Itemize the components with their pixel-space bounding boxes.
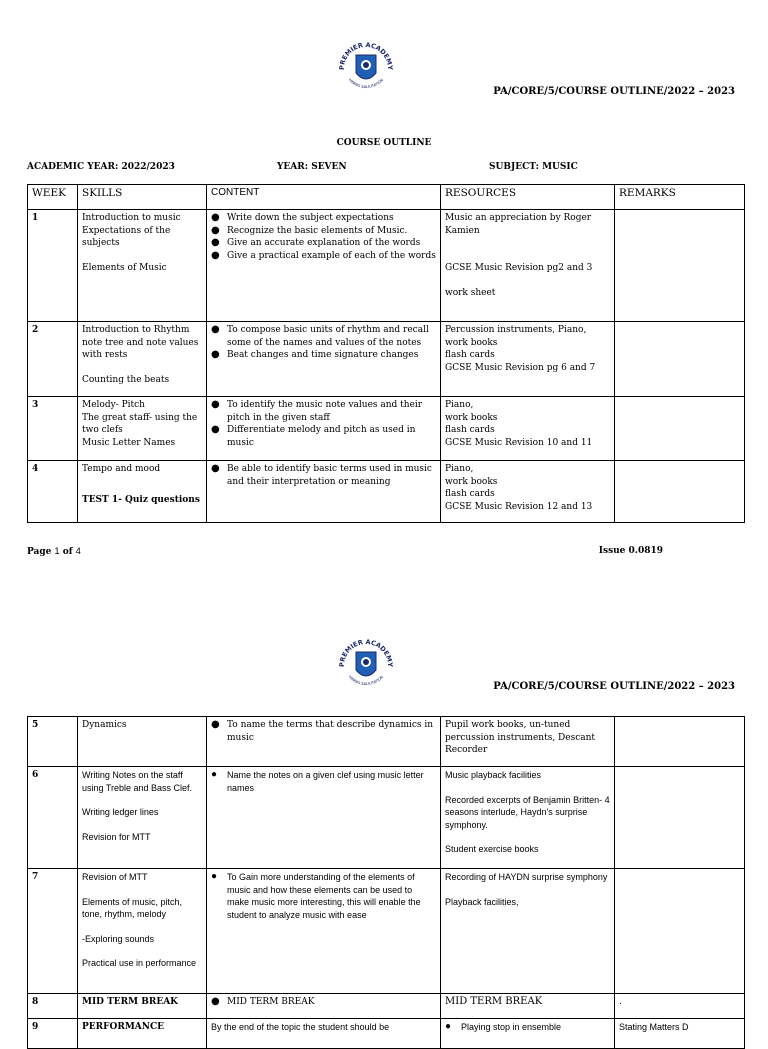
skills-cell bbox=[78, 767, 207, 869]
remarks-cell bbox=[615, 461, 745, 523]
skill-text: Tempo and mood bbox=[82, 464, 161, 474]
week-number: 2 bbox=[28, 322, 78, 397]
week-number: 4 bbox=[28, 461, 78, 523]
resource-text: Playback facilities, bbox=[445, 896, 519, 907]
week-number: 3 bbox=[28, 397, 78, 461]
page-total: 4 bbox=[75, 546, 81, 556]
resource-text: Music an appreciation by Roger Kamien bbox=[445, 213, 592, 236]
content-item: ● Give an accurate explanation of the words bbox=[227, 237, 436, 250]
table-row bbox=[28, 994, 745, 1019]
skills-cell bbox=[78, 210, 207, 322]
remarks-cell bbox=[615, 397, 745, 461]
week-number: 7 bbox=[28, 869, 78, 994]
skill-text: TEST 1- Quiz questions bbox=[82, 494, 200, 505]
remarks-header: REMARKS bbox=[615, 185, 745, 210]
content-cell bbox=[207, 461, 441, 523]
skill-text: Writing Notes on the staff using Treble and Bass Clef. bbox=[82, 770, 193, 793]
table-row bbox=[28, 869, 745, 994]
content-item: ● To Gain more understanding of the elements of music and how these elements can be used to make music more interesting, this will enable the student to analyze music with ease bbox=[227, 871, 436, 921]
resource-text: Recorded excerpts of Benjamin Britten- 4 seasons interlude, Haydn's surprise symphony. bbox=[445, 794, 610, 830]
skills-cell bbox=[78, 322, 207, 397]
resource-text: work books bbox=[445, 476, 498, 487]
content-header: CONTENT bbox=[207, 185, 441, 210]
document-reference: PA/CORE/5/COURSE OUTLINE/2022 – 2023 bbox=[493, 86, 735, 97]
resources-cell bbox=[441, 210, 615, 322]
remarks-cell: . bbox=[615, 994, 745, 1019]
content-item: ● Write down the subject expectations bbox=[227, 212, 436, 225]
skill-text: Introduction to music bbox=[82, 213, 181, 223]
skill-text: Revision of MTT bbox=[82, 872, 148, 882]
table-row bbox=[28, 767, 745, 869]
content-item: ● Be able to identify basic terms used in music and their interpretation or meaning bbox=[227, 463, 436, 488]
content-item: ● Recognize the basic elements of Music. bbox=[227, 225, 436, 238]
content-cell bbox=[207, 767, 441, 869]
week-number: 8 bbox=[28, 994, 78, 1019]
resource-text: flash cards bbox=[445, 489, 495, 499]
resource-text: MID TERM BREAK bbox=[445, 996, 543, 1007]
svg-text:PREMIER ACADEMY: PREMIER ACADEMY bbox=[337, 40, 395, 71]
skill-text: PERFORMANCE bbox=[82, 1022, 165, 1032]
content-item: ● Give a practical example of each of the words bbox=[227, 250, 436, 263]
skill-text: Introduction to Rhythm note tree and note values with rests bbox=[82, 325, 199, 360]
resources-cell bbox=[441, 869, 615, 994]
resources-cell bbox=[441, 397, 615, 461]
content-item: ● Differentiate melody and pitch as used in music bbox=[227, 424, 436, 449]
table-row bbox=[28, 717, 745, 767]
page-title: COURSE OUTLINE bbox=[336, 138, 432, 148]
content-cell bbox=[207, 994, 441, 1019]
svg-text:SHINING SALIUTATIONS: HINING SALIUTATION bbox=[347, 674, 385, 687]
resources-header: RESOURCES bbox=[441, 185, 615, 210]
skills-cell bbox=[78, 994, 207, 1019]
skills-header: SKILLS bbox=[78, 185, 207, 210]
content-item: ● Beat changes and time signature changes bbox=[227, 349, 436, 362]
skill-text: Expectations of the subjects bbox=[82, 225, 171, 248]
resources-cell bbox=[441, 461, 615, 523]
content-item: ● MID TERM BREAK bbox=[227, 996, 436, 1009]
content-item: ● Name the notes on a given clef using music letter names bbox=[227, 769, 436, 794]
issue-number: Issue 0.0819 bbox=[598, 546, 663, 556]
school-logo bbox=[336, 632, 396, 692]
content-item: By the end of the topic the student should be bbox=[211, 1022, 390, 1032]
week-number: 9 bbox=[28, 1019, 78, 1049]
year-label: YEAR: SEVEN bbox=[277, 162, 347, 172]
week-number: 6 bbox=[28, 767, 78, 869]
resource-text: Recording of HAYDN surprise symphony bbox=[445, 872, 608, 882]
skills-cell bbox=[78, 869, 207, 994]
skill-text: Elements of music, pitch, tone, rhythm, melody bbox=[82, 896, 183, 919]
resources-cell bbox=[441, 322, 615, 397]
resource-text: Piano, bbox=[445, 464, 474, 474]
subject-label: SUBJECT: MUSIC bbox=[489, 162, 578, 172]
week-number: 1 bbox=[28, 210, 78, 322]
resources-cell bbox=[441, 717, 615, 767]
content-cell bbox=[207, 210, 441, 322]
academic-year: ACADEMIC YEAR: 2022/2023 bbox=[27, 162, 175, 172]
content-cell bbox=[207, 322, 441, 397]
skill-text: Elements of Music bbox=[82, 262, 167, 273]
skills-cell bbox=[78, 717, 207, 767]
remarks-cell bbox=[615, 322, 745, 397]
page-number bbox=[27, 546, 81, 557]
resource-text: flash cards bbox=[445, 425, 495, 435]
page-label: Page bbox=[27, 547, 52, 557]
content-cell bbox=[207, 1019, 441, 1049]
table-row bbox=[28, 461, 745, 523]
skill-text: MID TERM BREAK bbox=[82, 997, 178, 1007]
content-item: ● To name the terms that describe dynamics in music bbox=[227, 719, 436, 744]
resource-text: flash cards bbox=[445, 350, 495, 360]
resource-text: work books bbox=[445, 412, 498, 423]
skill-text: Dynamics bbox=[82, 720, 127, 730]
content-item: ● To identify the music note values and their pitch in the given staff bbox=[227, 399, 436, 424]
course-outline-table-continued bbox=[27, 716, 745, 1049]
table-row bbox=[28, 1019, 745, 1049]
skill-text: Practical use in performance bbox=[82, 958, 197, 968]
resources-cell bbox=[441, 994, 615, 1019]
skill-text: Melody- Pitch bbox=[82, 400, 145, 410]
remarks-cell bbox=[615, 767, 745, 869]
table-row bbox=[28, 210, 745, 322]
resource-text: GCSE Music Revision 12 and 13 bbox=[445, 501, 593, 512]
table-row bbox=[28, 322, 745, 397]
resources-cell bbox=[441, 1019, 615, 1049]
resource-text: GCSE Music Revision pg2 and 3 bbox=[445, 263, 593, 273]
resource-text: Percussion instruments, Piano, work books bbox=[445, 325, 587, 348]
week-number: 5 bbox=[28, 717, 78, 767]
resource-text: Music playback facilities bbox=[445, 770, 542, 780]
resources-cell bbox=[441, 767, 615, 869]
week-header: WEEK bbox=[28, 185, 78, 210]
resource-text: GCSE Music Revision pg 6 and 7 bbox=[445, 362, 596, 373]
resource-text: Student exercise books bbox=[445, 844, 539, 854]
skill-text: -Exploring sounds bbox=[82, 933, 155, 944]
skills-cell bbox=[78, 461, 207, 523]
skills-cell bbox=[78, 397, 207, 461]
skill-text: Revision for MTT bbox=[82, 831, 151, 842]
skill-text: Music Letter Names bbox=[82, 437, 176, 448]
content-cell bbox=[207, 869, 441, 994]
document-reference: PA/CORE/5/COURSE OUTLINE/2022 – 2023 bbox=[493, 681, 735, 692]
content-cell bbox=[207, 717, 441, 767]
remarks-cell: Stating Matters D bbox=[615, 1019, 745, 1049]
resource-text: GCSE Music Revision 10 and 11 bbox=[445, 437, 593, 448]
skill-text: Writing ledger lines bbox=[82, 807, 159, 817]
resource-text: work sheet bbox=[445, 287, 496, 298]
resource-text: ● Playing stop in ensemble bbox=[461, 1021, 610, 1034]
table-header-row bbox=[28, 185, 745, 210]
remarks-cell bbox=[615, 717, 745, 767]
skill-text: Counting the beats bbox=[82, 374, 170, 385]
skills-cell bbox=[78, 1019, 207, 1049]
skill-text: The great staff- using the two clefs bbox=[82, 412, 198, 435]
resource-text: Piano, bbox=[445, 400, 474, 410]
content-item: ● To compose basic units of rhythm and recall some of the names and values of the notes bbox=[227, 324, 436, 349]
svg-text:SHINING SALIUTATIONS: HINING SALIUTATION bbox=[347, 77, 385, 90]
course-outline-table bbox=[27, 184, 745, 523]
svg-text:PREMIER ACADEMY: PREMIER ACADEMY bbox=[337, 637, 395, 668]
remarks-cell bbox=[615, 869, 745, 994]
table-row bbox=[28, 397, 745, 461]
of-label: of bbox=[62, 547, 73, 557]
page-num: 1 bbox=[54, 546, 60, 556]
resource-text: Pupil work books, un-tuned percussion instruments, Descant Recorder bbox=[445, 720, 596, 755]
content-cell bbox=[207, 397, 441, 461]
remarks-cell bbox=[615, 210, 745, 322]
school-logo bbox=[336, 35, 396, 95]
